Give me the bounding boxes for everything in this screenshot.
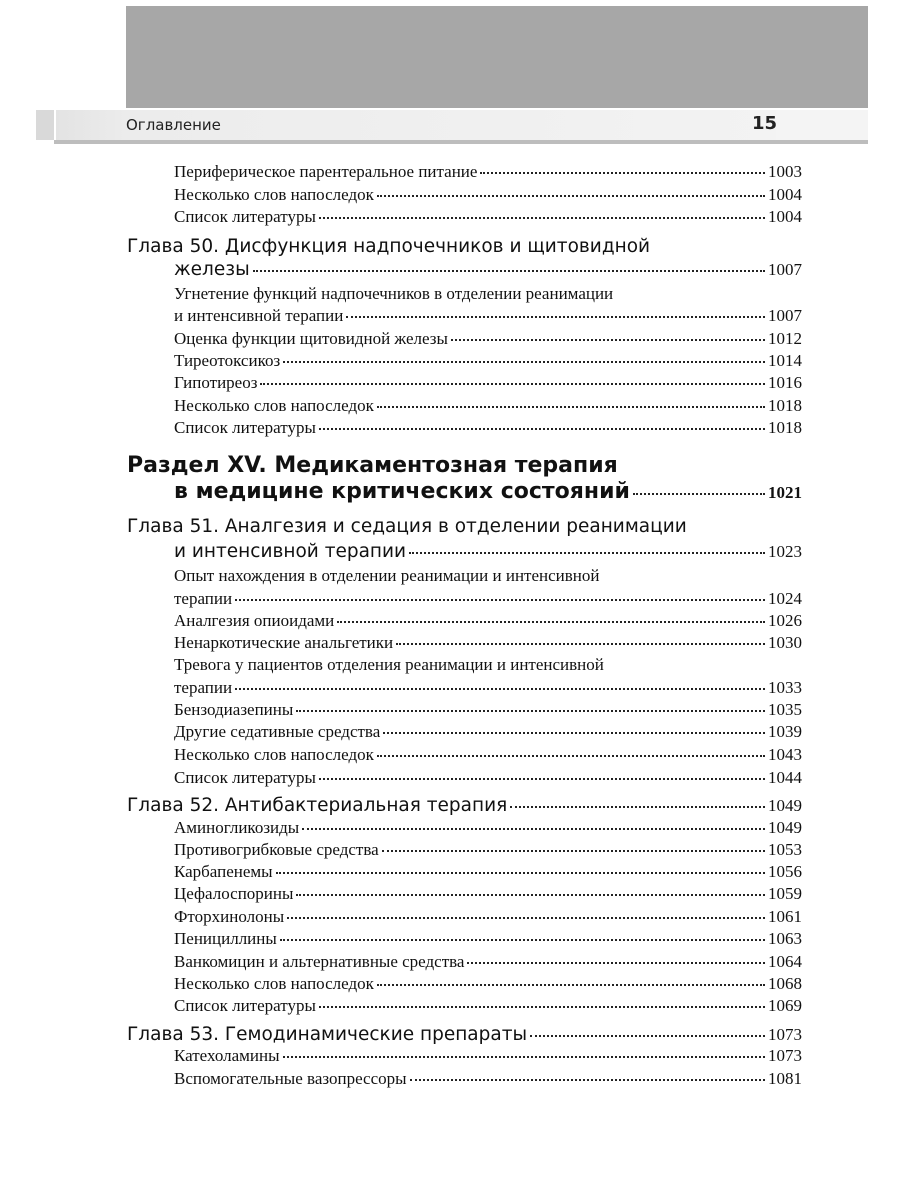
toc-entry-line xyxy=(0,236,900,257)
toc-entry-title: Тиреотоксикоз xyxy=(174,351,281,370)
toc-entry xyxy=(0,862,900,882)
toc-entry-title: Тревога у пациентов отделения реанимации и интенсивной xyxy=(174,655,604,674)
toc-entry xyxy=(0,700,900,720)
toc-entry-title: Глава 53. Гемодинамические препараты xyxy=(127,1024,528,1045)
toc-page-number: 1004 xyxy=(768,207,802,226)
toc-entry-title: Глава 52. Антибактериальная терапия xyxy=(127,795,508,816)
toc-entry-title: в медицине критических состояний xyxy=(174,479,630,504)
toc-page-number: 1063 xyxy=(768,929,802,948)
toc-page-number: 1053 xyxy=(768,840,802,859)
header-rule xyxy=(54,140,868,144)
dot-leader xyxy=(396,643,765,645)
toc-entry-title: Противогрибковые средства xyxy=(174,840,379,859)
toc-page-number: 1044 xyxy=(768,768,802,787)
toc-entry-title: Список литературы xyxy=(174,418,316,437)
toc-entry-title: Пенициллины xyxy=(174,929,277,948)
toc-entry-title: Раздел XV. Медикаментозная терапия xyxy=(127,453,618,478)
dot-leader xyxy=(451,339,765,341)
toc-entry xyxy=(0,306,900,326)
toc-entry-title: Глава 50. Дисфункция надпочечников и щитовидной xyxy=(127,236,651,257)
dot-leader xyxy=(467,962,765,964)
toc-entry xyxy=(0,351,900,371)
dot-leader xyxy=(510,806,765,808)
toc-page-number: 1007 xyxy=(768,260,802,279)
toc-entry-title: Гипотиреоз xyxy=(174,373,258,392)
toc-entry xyxy=(0,329,900,349)
toc-entry xyxy=(0,633,900,653)
toc-page-number: 1061 xyxy=(768,907,802,926)
toc-page-number: 1039 xyxy=(768,722,802,741)
toc-entry-title: железы xyxy=(174,259,250,280)
toc-page-number: 1033 xyxy=(768,678,802,697)
toc-entry xyxy=(0,795,900,816)
toc-entry-title: Аминогликозиды xyxy=(174,818,300,837)
toc-page-number: 1056 xyxy=(768,862,802,881)
toc-entry-title: Ненаркотические анальгетики xyxy=(174,633,394,652)
toc-entry-title: Вспомогательные вазопрессоры xyxy=(174,1069,407,1088)
toc-entry-line xyxy=(0,453,900,478)
toc-entry xyxy=(0,396,900,416)
toc-entry xyxy=(0,373,900,393)
dot-leader xyxy=(235,599,765,601)
toc-entry-title: Глава 51. Аналгезия и седация в отделении реанимации xyxy=(127,516,687,537)
dot-leader xyxy=(346,316,765,318)
toc-page-number: 1023 xyxy=(768,542,802,561)
running-title: Оглавление xyxy=(126,116,221,134)
toc-entry xyxy=(0,611,900,631)
toc-entry-title: Опыт нахождения в отделении реанимации и интенсивной xyxy=(174,566,600,585)
toc-page-number: 1016 xyxy=(768,373,802,392)
dot-leader xyxy=(296,710,765,712)
dot-leader xyxy=(377,406,765,408)
toc-entry xyxy=(0,722,900,742)
toc-page-number: 1021 xyxy=(768,483,802,502)
dot-leader xyxy=(410,1079,765,1081)
dot-leader xyxy=(276,872,765,874)
toc-entry xyxy=(0,1069,900,1089)
dot-leader xyxy=(319,1006,765,1008)
toc-entry-title: Несколько слов напоследок xyxy=(174,185,374,204)
toc-page-number: 1026 xyxy=(768,611,802,630)
dot-leader xyxy=(633,493,765,495)
toc-entry xyxy=(0,259,900,280)
header-gray-band xyxy=(126,6,868,108)
toc-entry-title: Список литературы xyxy=(174,768,316,787)
toc-entry-title: Несколько слов напоследок xyxy=(174,745,374,764)
toc-entry-line xyxy=(0,284,900,304)
toc-entry xyxy=(0,929,900,949)
toc-entry xyxy=(0,974,900,994)
toc-entry-title: Ванкомицин и альтернативные средства xyxy=(174,952,465,971)
dot-leader xyxy=(319,428,765,430)
toc-entry-title: Список литературы xyxy=(174,207,316,226)
toc-entry xyxy=(0,418,900,438)
toc-entry-title: Несколько слов напоследок xyxy=(174,974,374,993)
toc-page-number: 1064 xyxy=(768,952,802,971)
dot-leader xyxy=(296,894,765,896)
dot-leader xyxy=(280,939,765,941)
toc-entry-title: Бензодиазепины xyxy=(174,700,294,719)
dot-leader xyxy=(377,984,765,986)
toc-page-number: 1024 xyxy=(768,589,802,608)
toc-entry xyxy=(0,678,900,698)
toc-entry-title: Оценка функции щитовидной железы xyxy=(174,329,448,348)
dot-leader xyxy=(283,361,765,363)
dot-leader xyxy=(253,270,765,272)
toc-entry xyxy=(0,768,900,788)
header-strip-right xyxy=(776,110,868,140)
toc-entry xyxy=(0,996,900,1016)
dot-leader xyxy=(377,755,765,757)
toc-entry xyxy=(0,1024,900,1045)
toc-page-number: 1018 xyxy=(768,396,802,415)
toc-entry xyxy=(0,207,900,227)
toc-entry xyxy=(0,818,900,838)
dot-leader xyxy=(530,1035,765,1037)
toc-entry-title: Список литературы xyxy=(174,996,316,1015)
toc-page-number: 1035 xyxy=(768,700,802,719)
dot-leader xyxy=(383,732,765,734)
toc-entry xyxy=(0,1046,900,1066)
toc-page-number: 1068 xyxy=(768,974,802,993)
toc-entry xyxy=(0,952,900,972)
toc-page-number: 1049 xyxy=(768,796,802,815)
toc-entry xyxy=(0,907,900,927)
dot-leader xyxy=(287,917,765,919)
dot-leader xyxy=(377,195,765,197)
dot-leader xyxy=(283,1056,765,1058)
toc-entry-line xyxy=(0,516,900,537)
toc-entry xyxy=(0,479,900,504)
toc-entry-title: Периферическое парентеральное питание xyxy=(174,162,478,181)
toc-entry-title: Другие седативные средства xyxy=(174,722,381,741)
toc-entry-title: Фторхинолоны xyxy=(174,907,285,926)
toc-entry xyxy=(0,185,900,205)
toc-page-number: 1059 xyxy=(768,884,802,903)
toc-entry xyxy=(0,840,900,860)
toc-page-number: 1012 xyxy=(768,329,802,348)
toc-entry-line xyxy=(0,655,900,675)
page-number: 15 xyxy=(752,113,778,134)
dot-leader xyxy=(260,383,765,385)
dot-leader xyxy=(235,688,765,690)
toc-page-number: 1049 xyxy=(768,818,802,837)
toc-entry-title: терапии xyxy=(174,589,233,608)
dot-leader xyxy=(319,778,765,780)
toc-entry-title: и интенсивной терапии xyxy=(174,541,407,562)
toc-entry-title: и интенсивной терапии xyxy=(174,306,344,325)
toc-entry-line xyxy=(0,566,900,586)
toc-page-number: 1043 xyxy=(768,745,802,764)
toc-entry xyxy=(0,541,900,562)
toc-entry xyxy=(0,162,900,182)
toc-entry-title: Карбапенемы xyxy=(174,862,273,881)
dot-leader xyxy=(480,172,765,174)
toc-page-number: 1030 xyxy=(768,633,802,652)
toc-entry-title: Цефалоспорины xyxy=(174,884,294,903)
toc-page-number: 1003 xyxy=(768,162,802,181)
toc-page-number: 1007 xyxy=(768,306,802,325)
toc-page-number: 1018 xyxy=(768,418,802,437)
toc-page-number: 1073 xyxy=(768,1025,802,1044)
toc-page-number: 1014 xyxy=(768,351,802,370)
toc-entry xyxy=(0,589,900,609)
toc-entry-title: терапии xyxy=(174,678,233,697)
dot-leader xyxy=(302,828,765,830)
toc-page-number: 1073 xyxy=(768,1046,802,1065)
dot-leader xyxy=(319,217,765,219)
dot-leader xyxy=(409,552,765,554)
toc-entry-title: Угнетение функций надпочечников в отделении реанимации xyxy=(174,284,614,303)
dot-leader xyxy=(337,621,765,623)
toc-entry xyxy=(0,884,900,904)
dot-leader xyxy=(382,850,765,852)
toc-entry-title: Несколько слов напоследок xyxy=(174,396,374,415)
toc-entry-title: Катехоламины xyxy=(174,1046,280,1065)
toc-page-number: 1069 xyxy=(768,996,802,1015)
toc-entry xyxy=(0,745,900,765)
toc-page-number: 1081 xyxy=(768,1069,802,1088)
toc-page-number: 1004 xyxy=(768,185,802,204)
toc-entry-title: Аналгезия опиоидами xyxy=(174,611,335,630)
